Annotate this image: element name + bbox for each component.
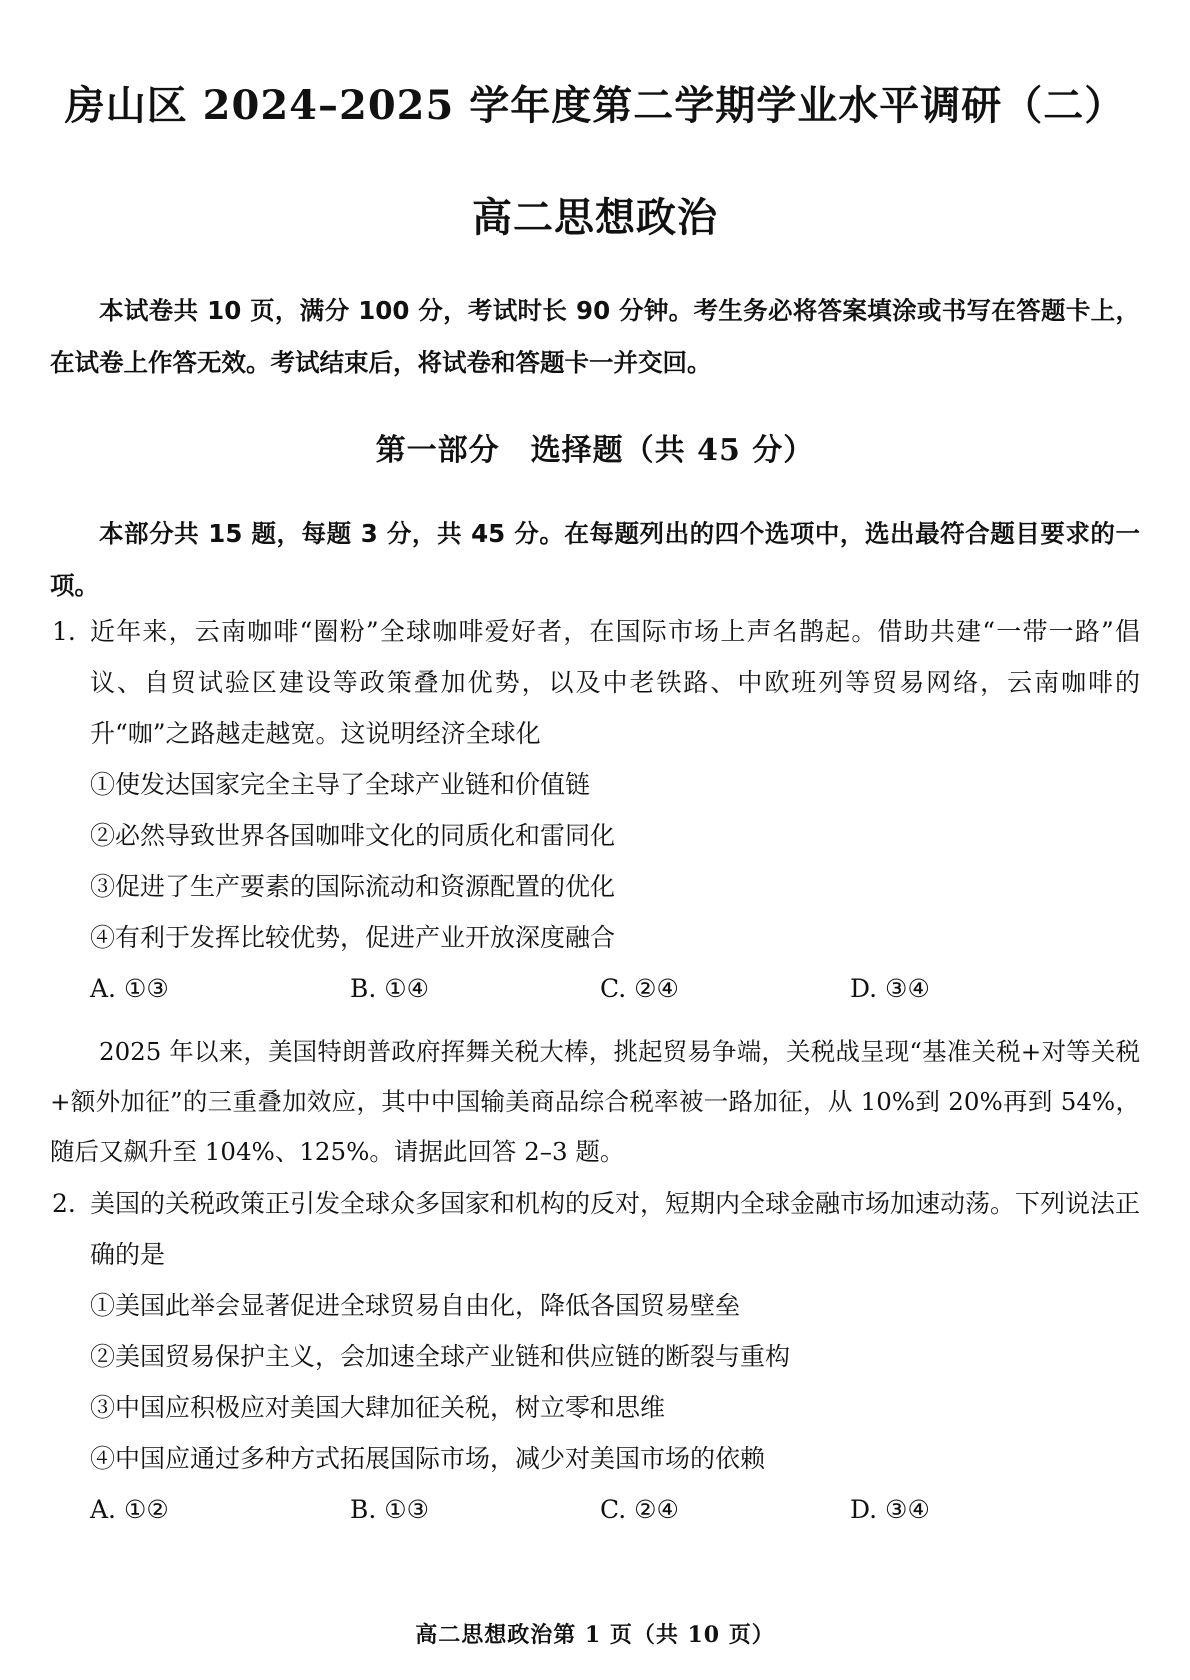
statement-4: ④中国应通过多种方式拓展国际市场，减少对美国市场的依赖 xyxy=(90,1444,766,1473)
question-stem xyxy=(50,1178,1140,1280)
statement-2: ②必然导致世界各国咖啡文化的同质化和雷同化 xyxy=(90,821,616,850)
statement-3: ③中国应积极应对美国大肆加征关税，树立零和思维 xyxy=(90,1393,666,1422)
section-heading: 第一部分 选择题（共 45 分） xyxy=(375,433,815,468)
answer-choices xyxy=(50,963,1140,1014)
answer-choices xyxy=(50,1484,1140,1535)
question-stem xyxy=(50,606,1140,759)
subject-title: 高二思想政治 xyxy=(472,194,718,241)
choice-d: D. ③④ xyxy=(850,1495,930,1524)
question-text: 美国的关税政策正引发全球众多国家和机构的反对，短期内全球金融市场加速动荡。下列说法正确的是 xyxy=(90,1189,1141,1269)
section-intro: 本部分共 15 题，每题 3 分，共 45 分。在每题列出的四个选项中，选出最符合题目要求的一项。 xyxy=(50,519,1140,600)
question-number: 1. xyxy=(52,617,76,646)
question-text: 近年来，云南咖啡“圈粉”全球咖啡爱好者，在国际市场上声名鹊起。借助共建“一带一路”倡议、自贸试验区建设等政策叠加优势，以及中老铁路、中欧班列等贸易网络，云南咖啡的升“咖”之路越走越宽。这说明经济全球化 xyxy=(90,617,1140,748)
statement-3: ③促进了生产要素的国际流动和资源配置的优化 xyxy=(90,872,616,901)
choice-c: C. ②④ xyxy=(600,974,679,1003)
question-2 xyxy=(50,1178,1140,1535)
statement-2: ②美国贸易保护主义，会加速全球产业链和供应链的断裂与重构 xyxy=(90,1342,791,1371)
choice-b: B. ①④ xyxy=(350,974,430,1003)
question-1 xyxy=(50,606,1140,1014)
exam-instructions: 本试卷共 10 页，满分 100 分，考试时长 90 分钟。考生务必将答案填涂或书写在答题卡上，在试卷上作答无效。考试结束后，将试卷和答题卡一并交回。 xyxy=(50,296,1140,377)
statement-4: ④有利于发挥比较优势，促进产业开放深度融合 xyxy=(90,923,616,952)
statement-1: ①使发达国家完全主导了全球产业链和价值链 xyxy=(90,770,591,799)
page-footer: 高二思想政治第 1 页（共 10 页） xyxy=(415,1622,775,1648)
choice-b: B. ①③ xyxy=(350,1495,430,1524)
shared-material: 2025 年以来，美国特朗普政府挥舞关税大棒，挑起贸易争端，关税战呈现“基准关税+对等关税+额外加征”的三重叠加效应，其中中国输美商品综合税率被一路加征，从 10%到 20%再到 54%，随后又飙升至 104%、125%。请据此回答 2–3 题。 xyxy=(50,1037,1140,1166)
choice-a: A. ①② xyxy=(90,1495,169,1524)
choice-d: D. ③④ xyxy=(850,974,930,1003)
statement-1: ①美国此举会显著促进全球贸易自由化，降低各国贸易壁垒 xyxy=(90,1291,741,1320)
exam-title: 房山区 2024–2025 学年度第二学期学业水平调研（二） xyxy=(64,82,1126,129)
question-number: 2. xyxy=(52,1189,76,1218)
choice-c: C. ②④ xyxy=(600,1495,679,1524)
choice-a: A. ①③ xyxy=(90,974,169,1003)
